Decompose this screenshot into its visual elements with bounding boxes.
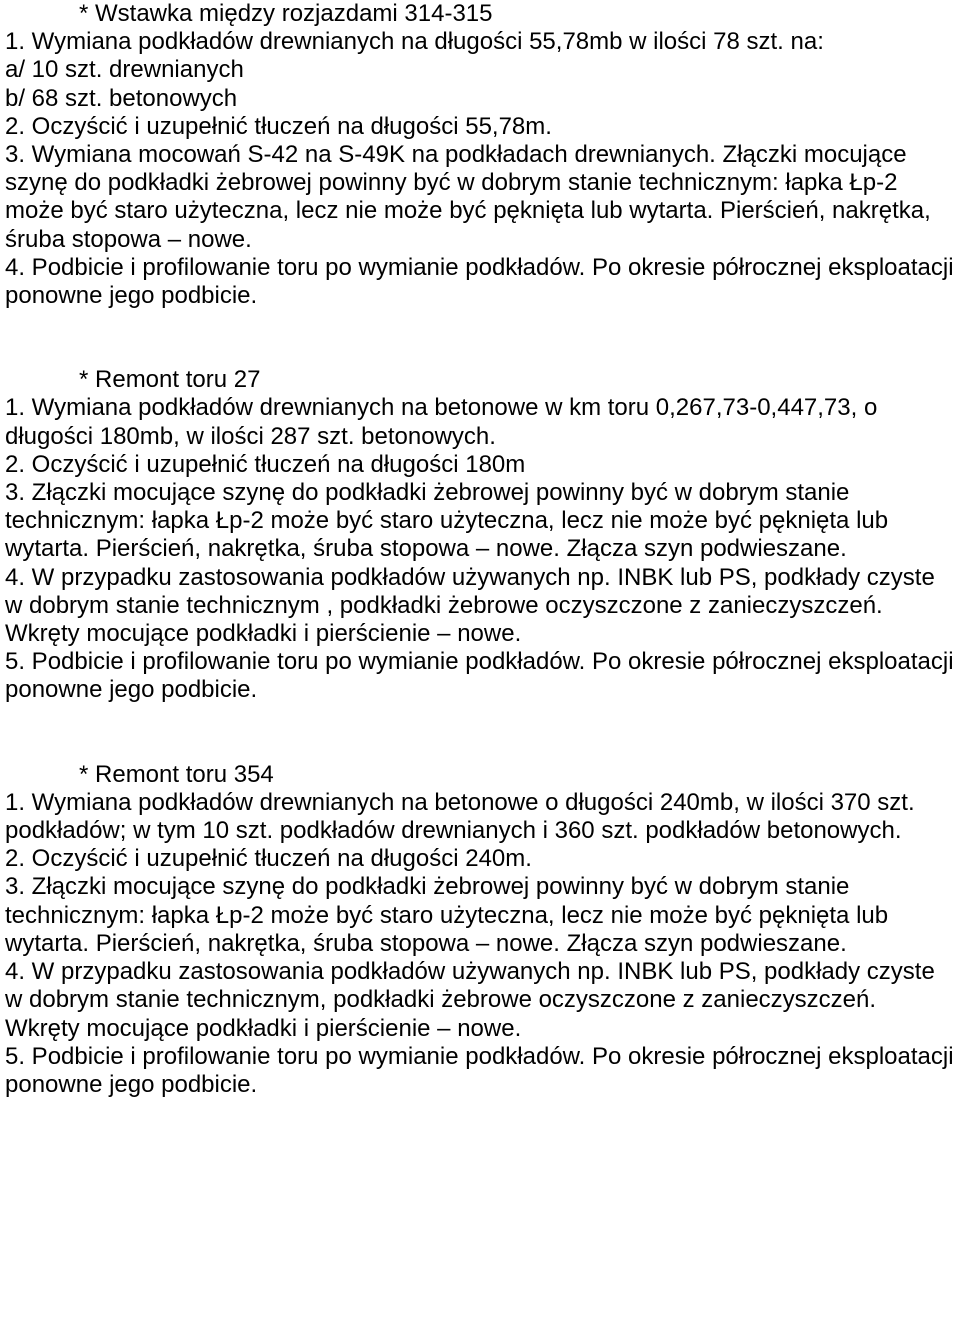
- list-item: 4. Podbicie i profilowanie toru po wymianie podkładów. Po okresie półrocznej eksploatacji ponowne jego podbicie.: [5, 253, 954, 310]
- list-item: a/ 10 szt. drewnianych: [5, 56, 244, 84]
- list-item: 3. Złączki mocujące szynę do podkładki żebrowej powinny być w dobrym stanie technicznym: łapka Łp-2 może być staro użyteczna, lecz nie może być pęknięta lub wytarta. Pierścień, nakrętka, śruba stopowa – nowe. Złącza szyn podwieszane.: [5, 873, 889, 957]
- list-item: 5. Podbicie i profilowanie toru po wymianie podkładów. Po okresie półrocznej eksploatacji ponowne jego podbicie.: [5, 648, 954, 704]
- section-heading: * Remont toru 27: [79, 366, 261, 394]
- document-body: [5, 0, 957, 1099]
- section-heading: * Remont toru 354: [79, 760, 274, 788]
- section-wstawka-314-315: [5, 0, 957, 310]
- list-item: 1. Wymiana podkładów drewnianych na długości 55,78mb w ilości 78 szt. na:: [5, 28, 824, 56]
- list-item: 4. W przypadku zastosowania podkładów używanych np. INBK lub PS, podkłady czyste w dobrym stanie technicznym , podkładki żebrowe oczyszczone z zanieczyszczeń. Wkręty mocujące podkładki i pierścienie – nowe.: [5, 563, 935, 648]
- list-item: 2. Oczyścić i uzupełnić tłuczeń na długości 180m: [5, 450, 526, 478]
- list-item: 1. Wymiana podkładów drewnianych na betonowe o długości 240mb, w ilości 370 szt. podkładów; w tym 10 szt. podkładów drewnianych i 360 szt. podkładów betonowych.: [5, 788, 915, 845]
- list-item: 3. Złączki mocujące szynę do podkładki żebrowej powinny być w dobrym stanie technicznym: łapka Łp-2 może być staro użyteczna, lecz nie może być pęknięta lub wytarta. Pierścień, nakrętka, śruba stopowa – nowe. Złącza szyn podwieszane.: [5, 479, 889, 563]
- list-item: 4. W przypadku zastosowania podkładów używanych np. INBK lub PS, podkłady czyste w dobrym stanie technicznym, podkładki żebrowe oczyszczone z zanieczyszczeń. Wkręty mocujące podkładki i pierścienie – nowe.: [5, 958, 935, 1042]
- list-item: 3. Wymiana mocowań S-42 na S-49K na podkładach drewnianych. Złączki mocujące szynę do podkładki żebrowej powinny być w dobrym stanie technicznym: łapka Łp-2 może być staro użyteczna, lecz nie może być pęknięta lub wytarta. Pierścień, nakrętka, śruba stopowa – nowe.: [5, 141, 931, 253]
- list-item: b/ 68 szt. betonowych: [5, 84, 238, 112]
- list-item: 5. Podbicie i profilowanie toru po wymianie podkładów. Po okresie półrocznej eksploatacji ponowne jego podbicie.: [5, 1042, 954, 1098]
- section-remont-toru-27: [5, 366, 957, 704]
- section-remont-toru-354: [5, 761, 957, 1099]
- list-item: 2. Oczyścić i uzupełnić tłuczeń na długości 55,78m.: [5, 112, 552, 140]
- list-item: 2. Oczyścić i uzupełnić tłuczeń na długości 240m.: [5, 845, 532, 873]
- section-heading: * Wstawka między rozjazdami 314-315: [79, 0, 493, 27]
- list-item: 1. Wymiana podkładów drewnianych na betonowe w km toru 0,267,73-0,447,73, o długości 180mb, w ilości 287 szt. betonowych.: [5, 394, 878, 450]
